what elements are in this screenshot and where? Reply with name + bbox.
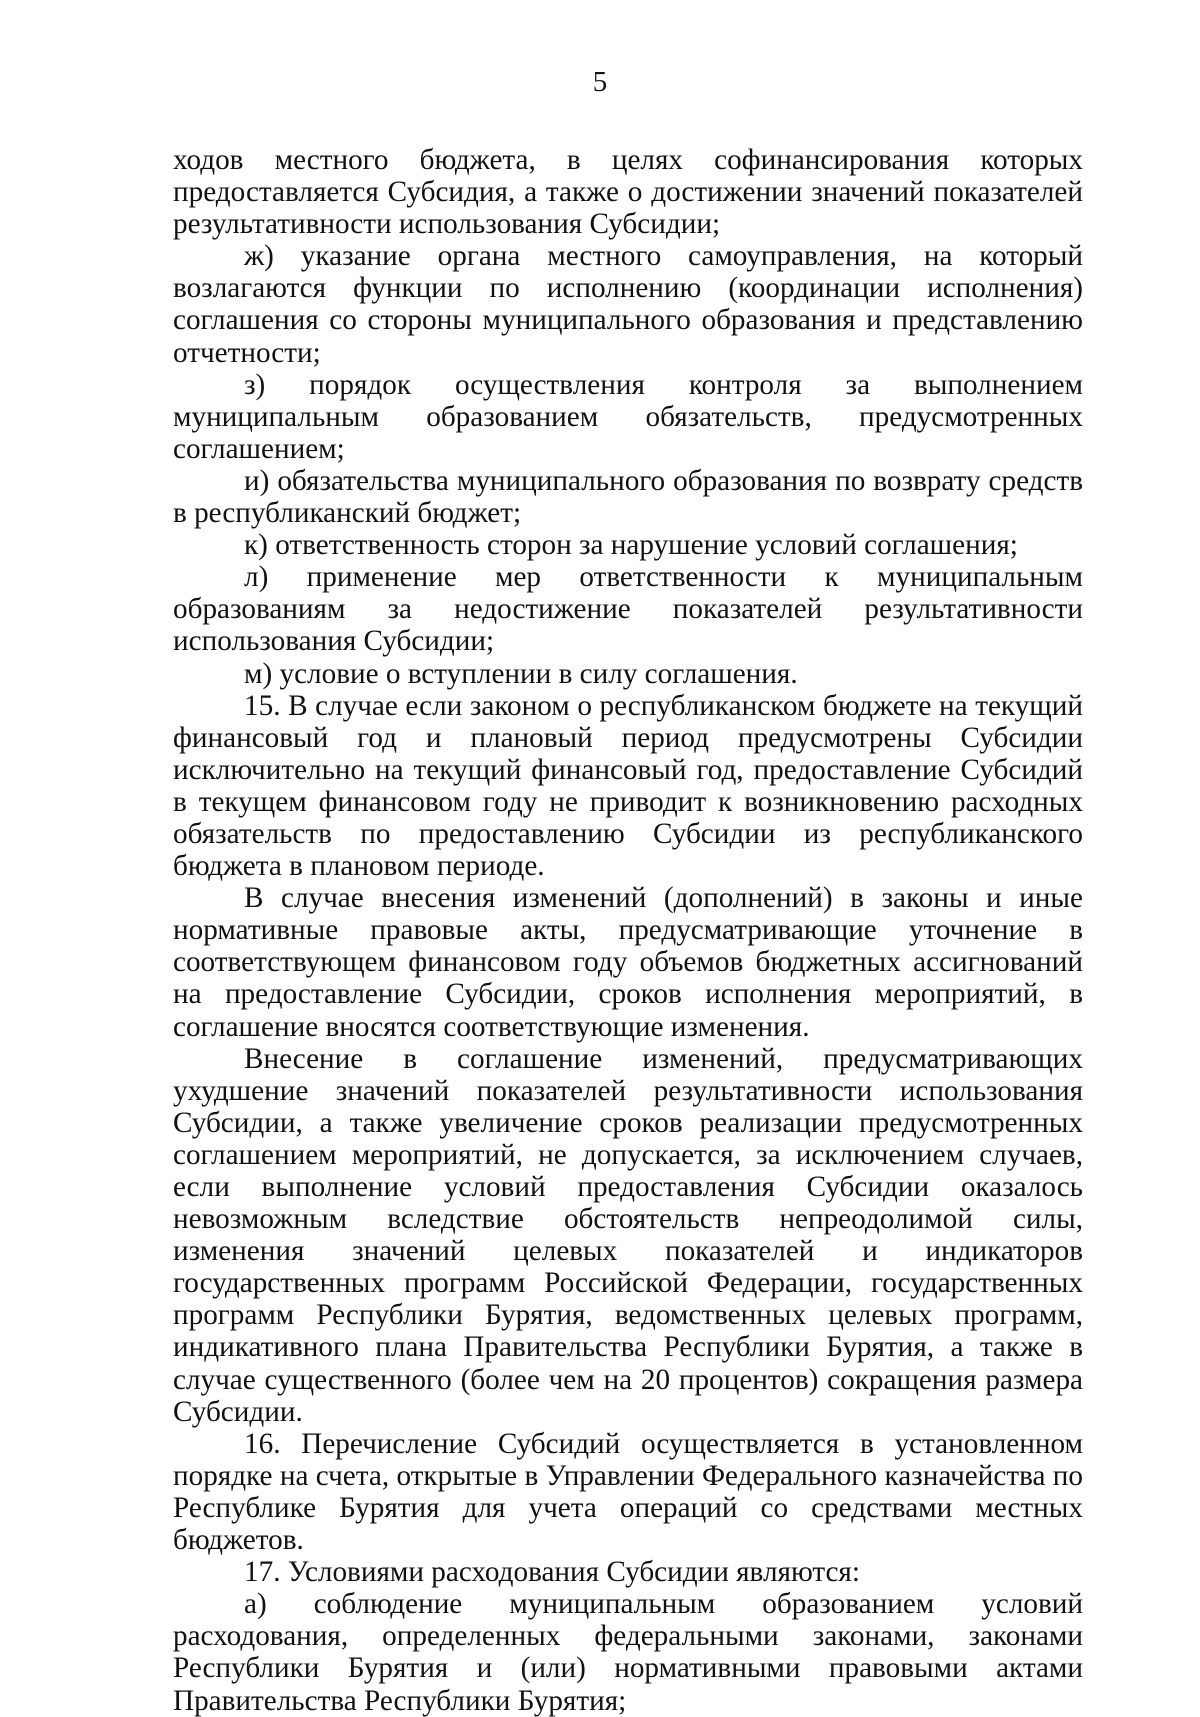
paragraph: Внесение в соглашение изменений, предусматривающих ухудшение значений показателей результативности использования Субсидии, а также увеличение сроков реализации предусмотренных соглашением мероприятий, не допускается, за исключением случаев, если выполнение условий предоставления Субсидии оказалось невозможным вследствие обстоятельств непреодолимой силы, изменения значений целевых показателей и индикаторов государственных программ Российской Федерации, государственных программ Республики Бурятия, ведомственных целевых программ, индикативного плана Правительства Республики Бурятия, а также в случае существенного (более чем на 20 процентов) сокращения размера Субсидии.	[173, 1042, 1083, 1428]
paragraph: 17. Условиями расходования Субсидии являются:	[244, 1556, 860, 1589]
document-body	[173, 144, 1083, 1717]
paragraph: м) условие о вступлении в силу соглашения.	[244, 657, 798, 690]
page-number: 5	[592, 66, 608, 98]
paragraph: В случае внесения изменений (дополнений) в законы и иные нормативные правовые акты, предусматривающие уточнение в соответствующем финансовом году объемов бюджетных ассигнований на предоставление Субсидии, сроков исполнения мероприятий, в соглашение вносятся соответствующие изменения.	[173, 882, 1083, 1043]
paragraph: ж) указание органа местного самоуправления, на который возлагаются функции по исполнению (координации исполнения) соглашения со стороны муниципального образования и представлению отчетности;	[173, 240, 1083, 369]
paragraph: и) обязательства муниципального образования по возврату средств в республиканский бюджет;	[173, 464, 1083, 530]
paragraph: а) соблюдение муниципальным образованием условий расходования, определенных федеральными законами, законами Республики Бурятия и (или) нормативными правовыми актами Правительства Республики Бурятия;	[173, 1588, 1083, 1717]
paragraph: ходов местного бюджета, в целях софинансирования которых предоставляется Субсидия, а также о достижении значений показателей результативности использования Субсидии;	[173, 144, 1083, 241]
paragraph: к) ответственность сторон за нарушение условий соглашения;	[244, 529, 1018, 562]
paragraph: з) порядок осуществления контроля за выполнением муниципальным образованием обязательств, предусмотренных соглашением;	[173, 368, 1083, 465]
paragraph: 16. Перечисление Субсидий осуществляется в установленном порядке на счета, открытые в Управлении Федерального казначейства по Республике Бурятия для учета операций со средствами местных бюджетов.	[173, 1427, 1083, 1557]
paragraph: л) применение мер ответственности к муниципальным образованиям за недостижение показателей результативности использования Субсидии;	[173, 561, 1083, 658]
paragraph: 15. В случае если законом о республиканском бюджете на текущий финансовый год и плановый период предусмотрены Субсидии исключительно на текущий финансовый год, предоставление Субсидий в текущем финансовом году не приводит к возникновению расходных обязательств по предоставлению Субсидии из республиканского бюджета в плановом периоде.	[173, 689, 1083, 883]
